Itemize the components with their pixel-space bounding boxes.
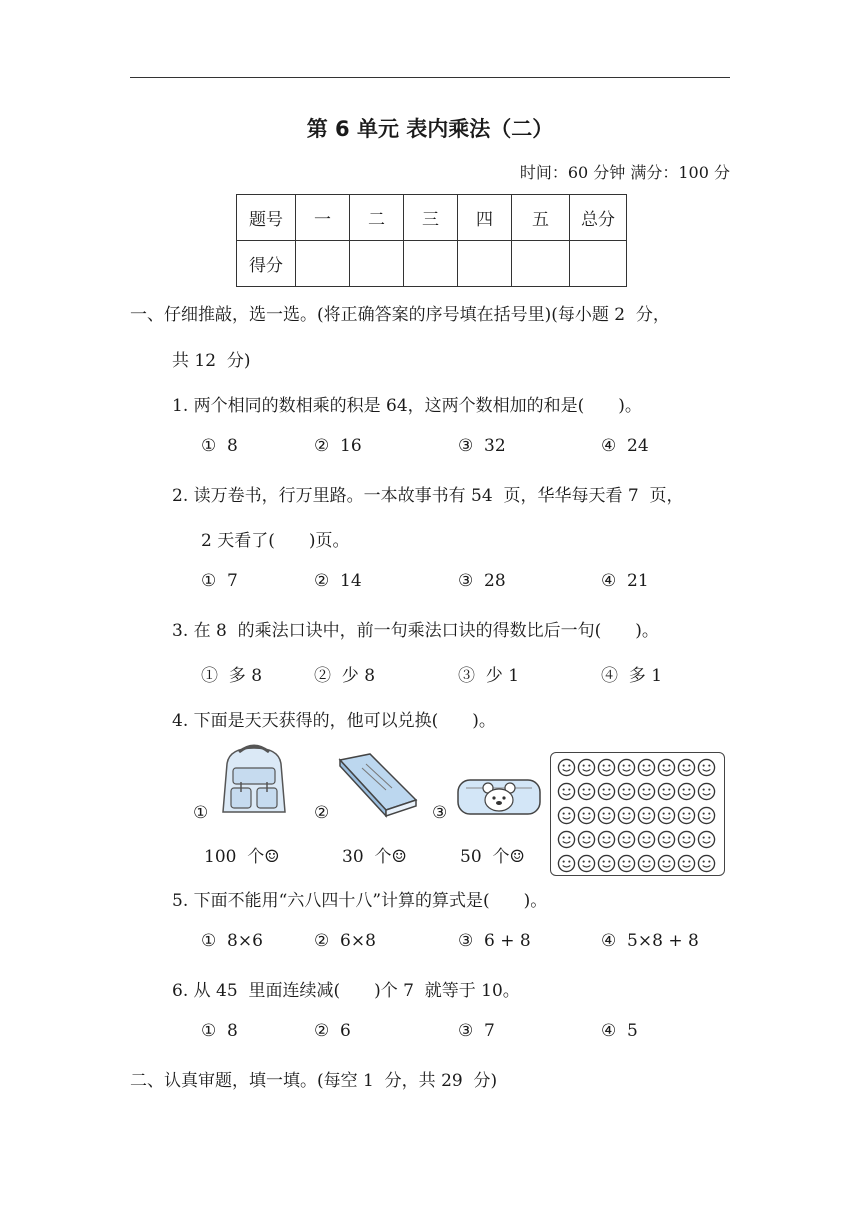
- smiley-icon: [617, 758, 636, 777]
- smiley-icon: [637, 782, 656, 801]
- option-1: ① 8: [201, 1021, 238, 1041]
- smiley-icon: [677, 806, 696, 825]
- option-marker-3: ③: [432, 803, 448, 823]
- smiley-grid: [556, 757, 716, 877]
- cost-label-3: 50 个☺: [460, 847, 525, 867]
- score-input-cell[interactable]: [512, 241, 570, 287]
- smiley-icon: [557, 830, 576, 849]
- smiley-icon: [577, 830, 596, 849]
- score-input-cell[interactable]: [458, 241, 512, 287]
- smiley-icon: [697, 806, 716, 825]
- book-icon: [336, 752, 420, 818]
- smiley-icon: [637, 854, 656, 873]
- question-text: 2 天看了(: [201, 531, 275, 551]
- section2-heading: 二、认真审题，填一填。(每空 1 分，共 29 分): [130, 1071, 498, 1091]
- question-text: )个 7 就等于 10。: [374, 981, 520, 1001]
- question-6: [172, 976, 520, 1001]
- question-4: [172, 706, 496, 731]
- option-3: ③ 28: [458, 571, 506, 591]
- question-text: 1. 两个相同的数相乘的积是 64，这两个数相加的和是(: [172, 396, 585, 416]
- question-text: 4. 下面是天天获得的，他可以兑换(: [172, 711, 439, 731]
- smiley-icon: [577, 782, 596, 801]
- smiley-icon: [597, 830, 616, 849]
- question-text: )。: [635, 621, 659, 641]
- option-2: ② 16: [314, 436, 362, 456]
- question-text: 5. 下面不能用“六八四十八”计算的算式是(: [172, 891, 490, 911]
- question-text: )。: [523, 891, 548, 911]
- smiley-icon: [577, 806, 596, 825]
- option-2: ② 少 8: [314, 666, 376, 686]
- smiley-icon: [697, 854, 716, 873]
- question-1: [172, 391, 642, 416]
- smiley-icon: [637, 806, 656, 825]
- score-input-cell[interactable]: [404, 241, 458, 287]
- option-1: ① 多 8: [201, 666, 263, 686]
- score-table-cell: 四: [458, 195, 512, 241]
- option-2: ② 6: [314, 1021, 351, 1041]
- smiley-icon: [577, 758, 596, 777]
- option-4: ④ 21: [601, 571, 649, 591]
- score-table-cell: 五: [512, 195, 570, 241]
- option-1: ① 8: [201, 436, 238, 456]
- score-table-cell: 三: [404, 195, 458, 241]
- question-text: 6. 从 45 里面连续减(: [172, 981, 341, 1001]
- smiley-icon: [637, 758, 656, 777]
- smiley-icon: [657, 830, 676, 849]
- option-3: ③ 32: [458, 436, 506, 456]
- smiley-icon: [597, 806, 616, 825]
- smiley-icon: [617, 830, 636, 849]
- cost-label-1: 100 个☺: [204, 847, 280, 867]
- smiley-icon: [557, 758, 576, 777]
- question-2: 2. 读万卷书，行万里路。一本故事书有 54 页，华华每天看 7 页，: [172, 486, 684, 506]
- smiley-icon: [657, 782, 676, 801]
- score-input-cell[interactable]: [350, 241, 404, 287]
- option-4: ④ 24: [601, 436, 649, 456]
- question-2-cont: [201, 526, 350, 551]
- smiley-icon: [557, 782, 576, 801]
- score-table-cell: 总分: [570, 195, 627, 241]
- score-input-cell[interactable]: [296, 241, 350, 287]
- option-3: ③ 6 + 8: [458, 931, 531, 951]
- score-table-cell: 二: [350, 195, 404, 241]
- smiley-icon: [557, 806, 576, 825]
- pencil-case-icon: [456, 774, 542, 818]
- smiley-panel: [550, 752, 725, 876]
- question-5: [172, 886, 547, 911]
- smiley-icon: [617, 782, 636, 801]
- option-1: ① 7: [201, 571, 238, 591]
- top-rule: [130, 77, 730, 78]
- smiley-icon: [617, 806, 636, 825]
- question-3: [172, 616, 659, 641]
- score-table: [236, 194, 627, 287]
- option-3: ③ 少 1: [458, 666, 520, 686]
- option-marker-2: ②: [314, 803, 330, 823]
- score-table-cell: 题号: [237, 195, 296, 241]
- cost-label-2: 30 个☺: [342, 847, 407, 867]
- smiley-icon: [697, 758, 716, 777]
- option-3: ③ 7: [458, 1021, 495, 1041]
- option-4: ④ 5: [601, 1021, 638, 1041]
- section1-heading: 一、仔细推敲，选一选。(将正确答案的序号填在括号里)(每小题 2 分，: [130, 305, 670, 325]
- option-1: ① 8×6: [201, 931, 263, 951]
- option-4: ④ 多 1: [601, 666, 663, 686]
- question-text: )。: [618, 396, 642, 416]
- question-text: )页。: [308, 531, 350, 551]
- smiley-icon: [557, 854, 576, 873]
- option-2: ② 14: [314, 571, 362, 591]
- question-text: )。: [472, 711, 496, 731]
- smiley-icon: [657, 758, 676, 777]
- smiley-icon: [677, 854, 696, 873]
- smiley-icon: [597, 782, 616, 801]
- question-text: 3. 在 8 的乘法口诀中，前一句乘法口诀的得数比后一句(: [172, 621, 602, 641]
- option-marker-1: ①: [193, 803, 209, 823]
- smiley-icon: [637, 830, 656, 849]
- smiley-icon: [657, 854, 676, 873]
- smiley-icon: [657, 806, 676, 825]
- smiley-icon: [677, 782, 696, 801]
- smiley-icon: [617, 854, 636, 873]
- option-4: ④ 5×8 + 8: [601, 931, 699, 951]
- score-table-score-row: [237, 241, 627, 287]
- score-input-cell[interactable]: [570, 241, 627, 287]
- score-table-cell: 一: [296, 195, 350, 241]
- score-table-header-row: [237, 195, 627, 241]
- smiley-icon: [677, 758, 696, 777]
- smiley-icon: [697, 782, 716, 801]
- smiley-icon: [677, 830, 696, 849]
- exam-meta: 时间：60 分钟 满分：100 分: [519, 163, 730, 182]
- smiley-icon: [697, 830, 716, 849]
- section1-heading-cont: 共 12 分): [172, 351, 251, 371]
- backpack-icon: [215, 742, 293, 818]
- page-title: 第 6 单元 表内乘法（二）: [306, 117, 554, 141]
- score-table-cell: 得分: [237, 241, 296, 287]
- smiley-icon: [577, 854, 596, 873]
- smiley-icon: [597, 854, 616, 873]
- smiley-icon: [597, 758, 616, 777]
- option-2: ② 6×8: [314, 931, 376, 951]
